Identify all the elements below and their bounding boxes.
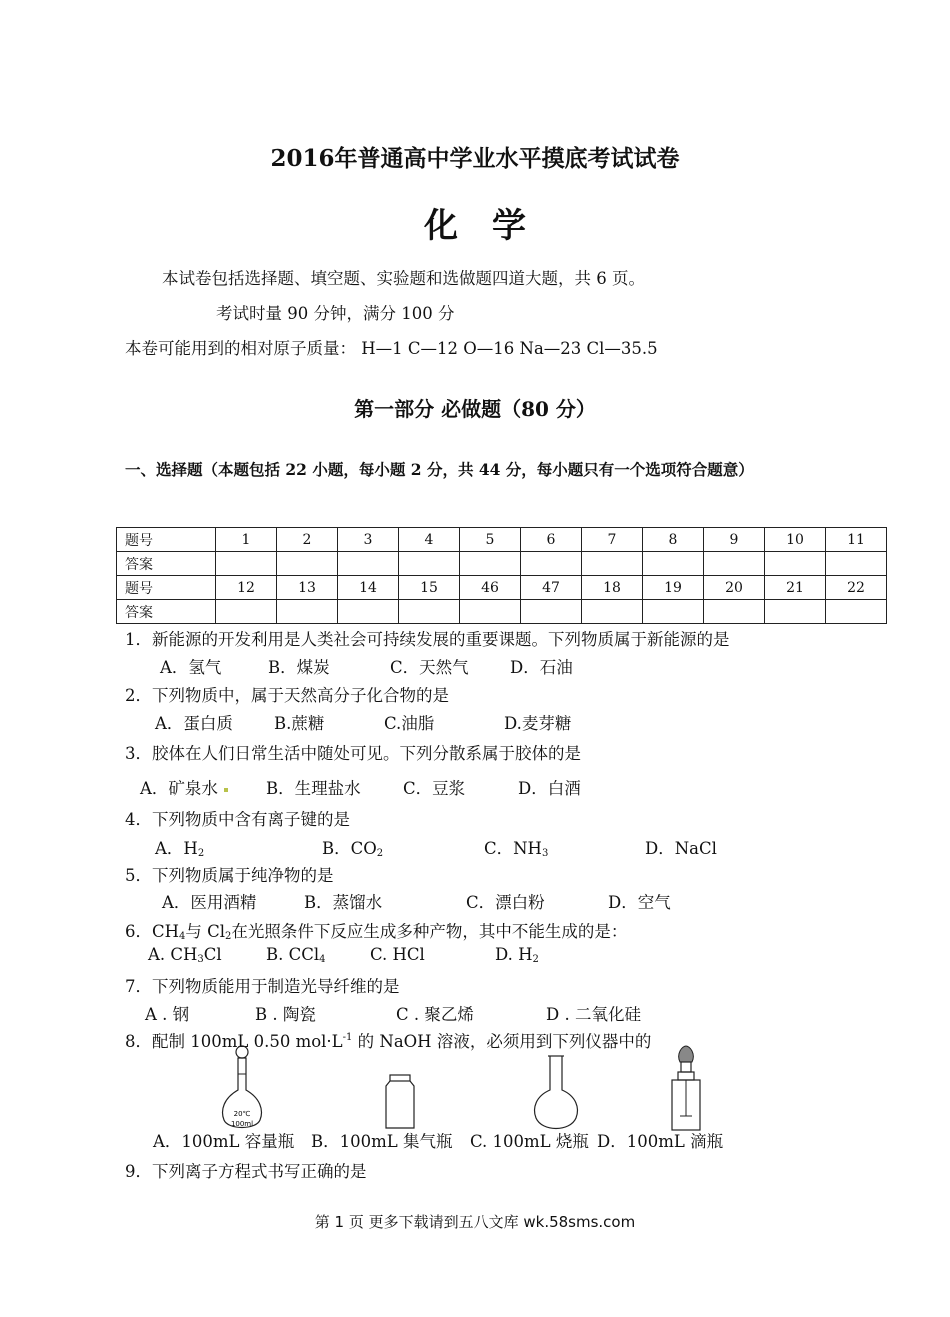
- question-number: 46: [460, 576, 521, 600]
- q3-stem: 3．胶体在人们日常生活中随处可见。下列分散系属于胶体的是: [125, 744, 581, 763]
- answer-cell[interactable]: [704, 552, 765, 576]
- q6-option-b-label: B. CCl: [266, 945, 320, 964]
- subscript: 2: [376, 848, 384, 859]
- answer-cell[interactable]: [765, 552, 826, 576]
- question-number: 14: [338, 576, 399, 600]
- answer-cell[interactable]: [643, 552, 704, 576]
- round-flask-icon: [530, 1054, 582, 1132]
- q3-option-b[interactable]: B．生理盐水: [266, 779, 361, 798]
- q6-option-a-label: A. CH: [148, 945, 198, 964]
- q4-option-b-label: B．CO: [322, 839, 377, 858]
- part1-title: 第一部分 必做题（80 分）: [354, 397, 596, 421]
- table-row: [117, 552, 887, 576]
- question-number: 5: [460, 528, 521, 552]
- q6-stem-part: 6．CH: [125, 922, 180, 941]
- intro-line-1: 本试卷包括选择题、填空题、实验题和选做题四道大题，共 6 页。: [162, 269, 645, 288]
- q2-option-a[interactable]: A．蛋白质: [155, 714, 233, 733]
- question-number: 1: [216, 528, 277, 552]
- q6-option-c[interactable]: C. HCl: [370, 945, 425, 964]
- q4-option-b[interactable]: [322, 835, 383, 859]
- q6-stem: [125, 918, 627, 942]
- mark-dot-icon: [224, 788, 228, 792]
- table-row: [117, 576, 887, 600]
- q8-option-a[interactable]: A．100mL 容量瓶: [153, 1132, 295, 1151]
- q5-option-b[interactable]: B．蒸馏水: [304, 893, 383, 912]
- q7-option-a[interactable]: A . 钢: [145, 1005, 190, 1024]
- question-number: 3: [338, 528, 399, 552]
- table-row: [117, 600, 887, 624]
- answer-table: [116, 527, 887, 624]
- q8-option-b[interactable]: B．100mL 集气瓶: [311, 1132, 453, 1151]
- answer-cell[interactable]: [521, 552, 582, 576]
- q2-option-d[interactable]: D.麦芽糖: [504, 714, 572, 733]
- row-label: 题号: [117, 528, 216, 552]
- q8-stem: [125, 1028, 651, 1052]
- subscript: 3: [197, 954, 204, 965]
- q4-option-d[interactable]: D．NaCl: [645, 839, 717, 858]
- page-footer: 第 1 页 更多下载请到五八文库 wk.58sms.com: [314, 1213, 636, 1231]
- answer-cell[interactable]: [277, 600, 338, 624]
- q8-option-d[interactable]: D．100mL 滴瓶: [597, 1132, 724, 1151]
- gas-jar-icon: [382, 1074, 418, 1132]
- q4-option-c-label: C．NH: [484, 839, 542, 858]
- flask-label-temp: 20℃: [233, 1110, 251, 1118]
- q6-stem-part: 在光照条件下反应生成多种产物，其中不能生成的是：: [231, 922, 628, 941]
- q2-stem: 2．下列物质中，属于天然高分子化合物的是: [125, 686, 449, 705]
- intro-line-2: 考试时量 90 分钟，满分 100 分: [216, 304, 455, 323]
- answer-cell[interactable]: [460, 600, 521, 624]
- section1-heading: 一、选择题（本题包括 22 小题，每小题 2 分，共 44 分，每小题只有一个选项符合题意）: [125, 460, 754, 479]
- q2-option-c[interactable]: C.油脂: [384, 714, 435, 733]
- q5-option-a[interactable]: A．医用酒精: [162, 893, 257, 912]
- q5-option-c[interactable]: C．漂白粉: [466, 893, 545, 912]
- flask-label-volume: 100ml: [230, 1120, 254, 1128]
- page-title: 2016年普通高中学业水平摸底考试试卷: [270, 145, 680, 172]
- subscript: 2: [225, 931, 232, 942]
- q8-stem-part: 8．配制 100mL 0.50 mol·L: [125, 1032, 343, 1051]
- q5-stem: 5．下列物质属于纯净物的是: [125, 866, 334, 885]
- answer-cell[interactable]: [399, 552, 460, 576]
- q6-option-d[interactable]: [495, 945, 539, 965]
- question-number: 4: [399, 528, 460, 552]
- answer-cell[interactable]: [460, 552, 521, 576]
- answer-cell[interactable]: [277, 552, 338, 576]
- subscript: 2: [197, 848, 205, 859]
- answer-cell[interactable]: [643, 600, 704, 624]
- q3-option-a[interactable]: [140, 775, 232, 799]
- subscript: 4: [179, 931, 186, 942]
- question-number: 9: [704, 528, 765, 552]
- answer-cell[interactable]: [704, 600, 765, 624]
- row-label: 题号: [117, 576, 216, 600]
- atomic-mass-line: 本卷可能用到的相对原子质量： H—1 C—12 O—16 Na—23 Cl—35.5: [125, 339, 658, 358]
- question-number: 22: [826, 576, 887, 600]
- answer-cell[interactable]: [216, 600, 277, 624]
- answer-cell[interactable]: [338, 552, 399, 576]
- q3-option-c[interactable]: C．豆浆: [403, 779, 466, 798]
- question-number: 10: [765, 528, 826, 552]
- q6-stem-part: 与 Cl: [185, 922, 226, 941]
- q2-option-b[interactable]: B.蔗糖: [274, 714, 325, 733]
- answer-cell[interactable]: [765, 600, 826, 624]
- q8-option-c[interactable]: C. 100mL 烧瓶: [470, 1132, 589, 1151]
- question-number: 15: [399, 576, 460, 600]
- row-label: 答案: [117, 552, 216, 576]
- q6-option-d-label: D. H: [495, 945, 533, 964]
- question-number: 21: [765, 576, 826, 600]
- question-number: 20: [704, 576, 765, 600]
- subscript: 3: [541, 848, 549, 859]
- q8-stem-part: 的 NaOH 溶液，必须用到下列仪器中的: [352, 1032, 652, 1051]
- q1-option-b[interactable]: B．煤炭: [268, 658, 330, 677]
- subscript: 2: [532, 954, 539, 965]
- table-row: [117, 528, 887, 552]
- answer-cell[interactable]: [338, 600, 399, 624]
- q1-option-c[interactable]: C．天然气: [390, 658, 469, 677]
- answer-cell[interactable]: [582, 600, 643, 624]
- subscript: 4: [319, 954, 326, 965]
- question-number: 47: [521, 576, 582, 600]
- q3-option-d[interactable]: D．白酒: [518, 779, 581, 798]
- question-number: 11: [826, 528, 887, 552]
- q6-option-a[interactable]: [148, 945, 222, 965]
- answer-cell[interactable]: [826, 552, 887, 576]
- q1-option-d[interactable]: D．石油: [510, 658, 573, 677]
- superscript: -1: [342, 1032, 353, 1043]
- question-number: 18: [582, 576, 643, 600]
- q4-option-a-label: A．H: [155, 839, 198, 858]
- q7-option-b[interactable]: B . 陶瓷: [255, 1005, 316, 1024]
- q6-option-b[interactable]: [266, 945, 326, 965]
- answer-cell[interactable]: [826, 600, 887, 624]
- question-number: 13: [277, 576, 338, 600]
- q4-option-c[interactable]: [484, 835, 548, 859]
- q1-option-a[interactable]: A．氢气: [160, 658, 222, 677]
- volumetric-flask-icon: [218, 1044, 266, 1134]
- q7-option-c[interactable]: C . 聚乙烯: [396, 1005, 474, 1024]
- answer-cell[interactable]: [582, 552, 643, 576]
- question-number: 6: [521, 528, 582, 552]
- q7-stem: 7．下列物质能用于制造光导纤维的是: [125, 977, 400, 996]
- question-number: 19: [643, 576, 704, 600]
- question-number: 8: [643, 528, 704, 552]
- answer-cell[interactable]: [399, 600, 460, 624]
- question-number: 12: [216, 576, 277, 600]
- q4-option-a[interactable]: [155, 835, 204, 859]
- q3-option-a-label: A．矿泉水: [140, 779, 218, 798]
- q1-stem: 1．新能源的开发利用是人类社会可持续发展的重要课题。下列物质属于新能源的是: [125, 630, 730, 649]
- dropper-bottle-icon: [666, 1044, 706, 1134]
- question-number: 2: [277, 528, 338, 552]
- answer-cell[interactable]: [216, 552, 277, 576]
- q5-option-d[interactable]: D．空气: [608, 893, 671, 912]
- q7-option-d[interactable]: D . 二氧化硅: [546, 1005, 641, 1024]
- row-label: 答案: [117, 600, 216, 624]
- question-number: 7: [582, 528, 643, 552]
- subject-title: 化 学: [424, 206, 526, 246]
- q4-stem: 4．下列物质中含有离子键的是: [125, 810, 350, 829]
- q6-option-a-label: Cl: [203, 945, 222, 964]
- q9-stem: 9．下列离子方程式书写正确的是: [125, 1162, 367, 1181]
- answer-cell[interactable]: [521, 600, 582, 624]
